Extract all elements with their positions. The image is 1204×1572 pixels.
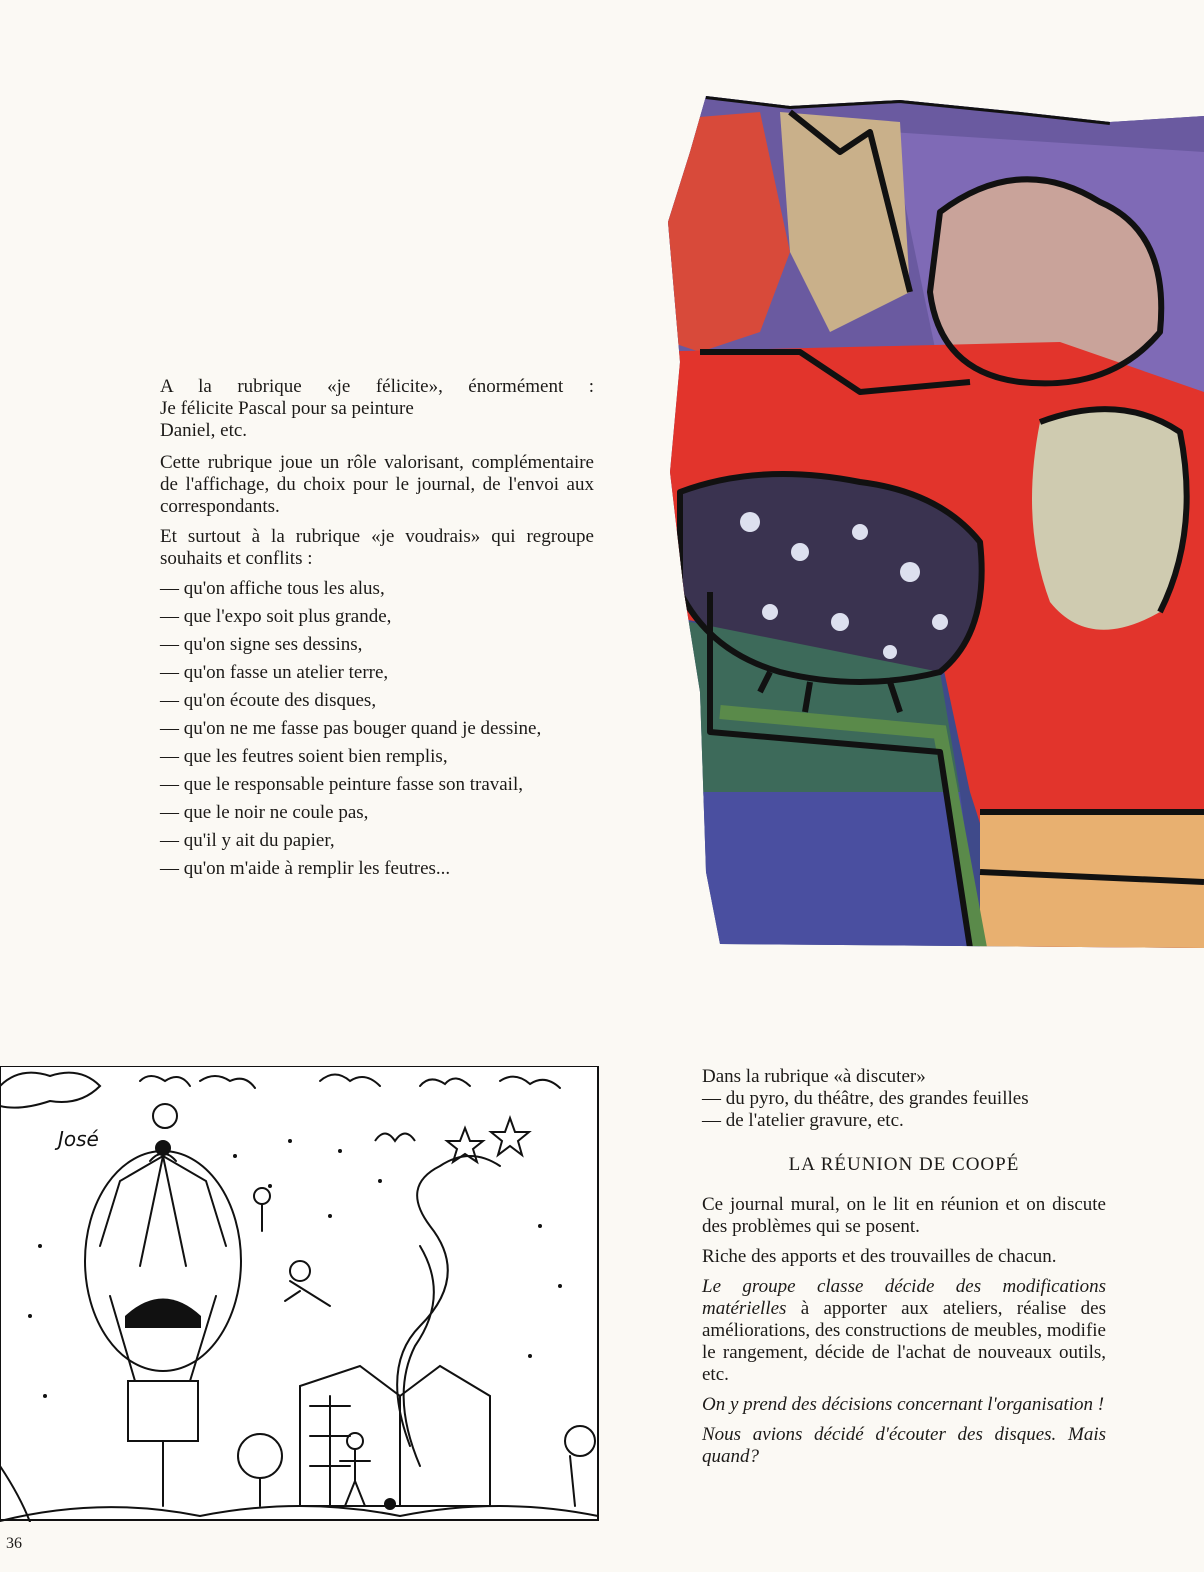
journal-paragraph: Ce journal mural, on le lit en réunion et on discute des problèmes qui se posent. [702,1194,1106,1237]
child-painting-image [640,92,1204,948]
list-item: — qu'on signe ses dessins, [160,634,363,655]
text-line: A la rubrique «je félicite», énormément : [160,376,594,397]
organisation-paragraph: On y prend des décisions concernant l'organisation ! [702,1394,1105,1415]
disques-paragraph: Nous avions décidé d'écouter des disques. Mais quand? [702,1424,1106,1467]
child-drawing-image [0,1066,600,1522]
page-number: 36 [6,1535,22,1552]
list-item: — qu'il y ait du papier, [160,830,335,851]
text-line: — du pyro, du théâtre, des grandes feuilles [702,1088,1029,1109]
discuss-block [702,1066,1106,1132]
text-line: — de l'atelier gravure, etc. [702,1110,904,1131]
list-item: — qu'on ne me fasse pas bouger quand je dessine, [160,718,542,739]
left-text-column [160,376,594,886]
list-item: — que l'expo soit plus grande, [160,606,392,627]
text-line: Daniel, etc. [160,420,248,441]
riche-paragraph: Riche des apports et des trouvailles de chacun. [702,1246,1057,1267]
list-item: — qu'on affiche tous les alus, [160,578,385,599]
list-item: — que le responsable peinture fasse son travail, [160,774,523,795]
right-text-column [702,1066,1106,1476]
text-line: Je félicite Pascal pour sa peinture [160,398,414,419]
list-item: — qu'on fasse un atelier terre, [160,662,389,683]
wishes-list [160,578,594,880]
decisions-paragraph [702,1276,1106,1386]
list-item: — qu'on m'aide à remplir les feutres... [160,858,451,879]
felicite-paragraph [160,376,594,442]
text-span: à apporter aux ateliers, réalise des améliorations, des constructions de meubles, modifie le rangement, décide de l'achat de nouveaux outils, etc. [702,1298,1106,1385]
italic-phrase: Le groupe classe décide des modifications matérielles [702,1276,1106,1319]
list-item: — que les feutres soient bien remplis, [160,746,448,767]
section-heading: LA RÉUNION DE COOPÉ [788,1154,1020,1175]
drawing-signature: José [58,1127,99,1151]
voudrais-paragraph: Et surtout à la rubrique «je voudrais» qui regroupe souhaits et conflits : [160,526,594,569]
text-line: Dans la rubrique «à discuter» [702,1066,926,1087]
role-paragraph: Cette rubrique joue un rôle valorisant, complémentaire de l'affichage, du choix pour le journal, de l'envoi aux correspondants. [160,452,594,517]
list-item: — qu'on écoute des disques, [160,690,377,711]
list-item: — que le noir ne coule pas, [160,802,369,823]
